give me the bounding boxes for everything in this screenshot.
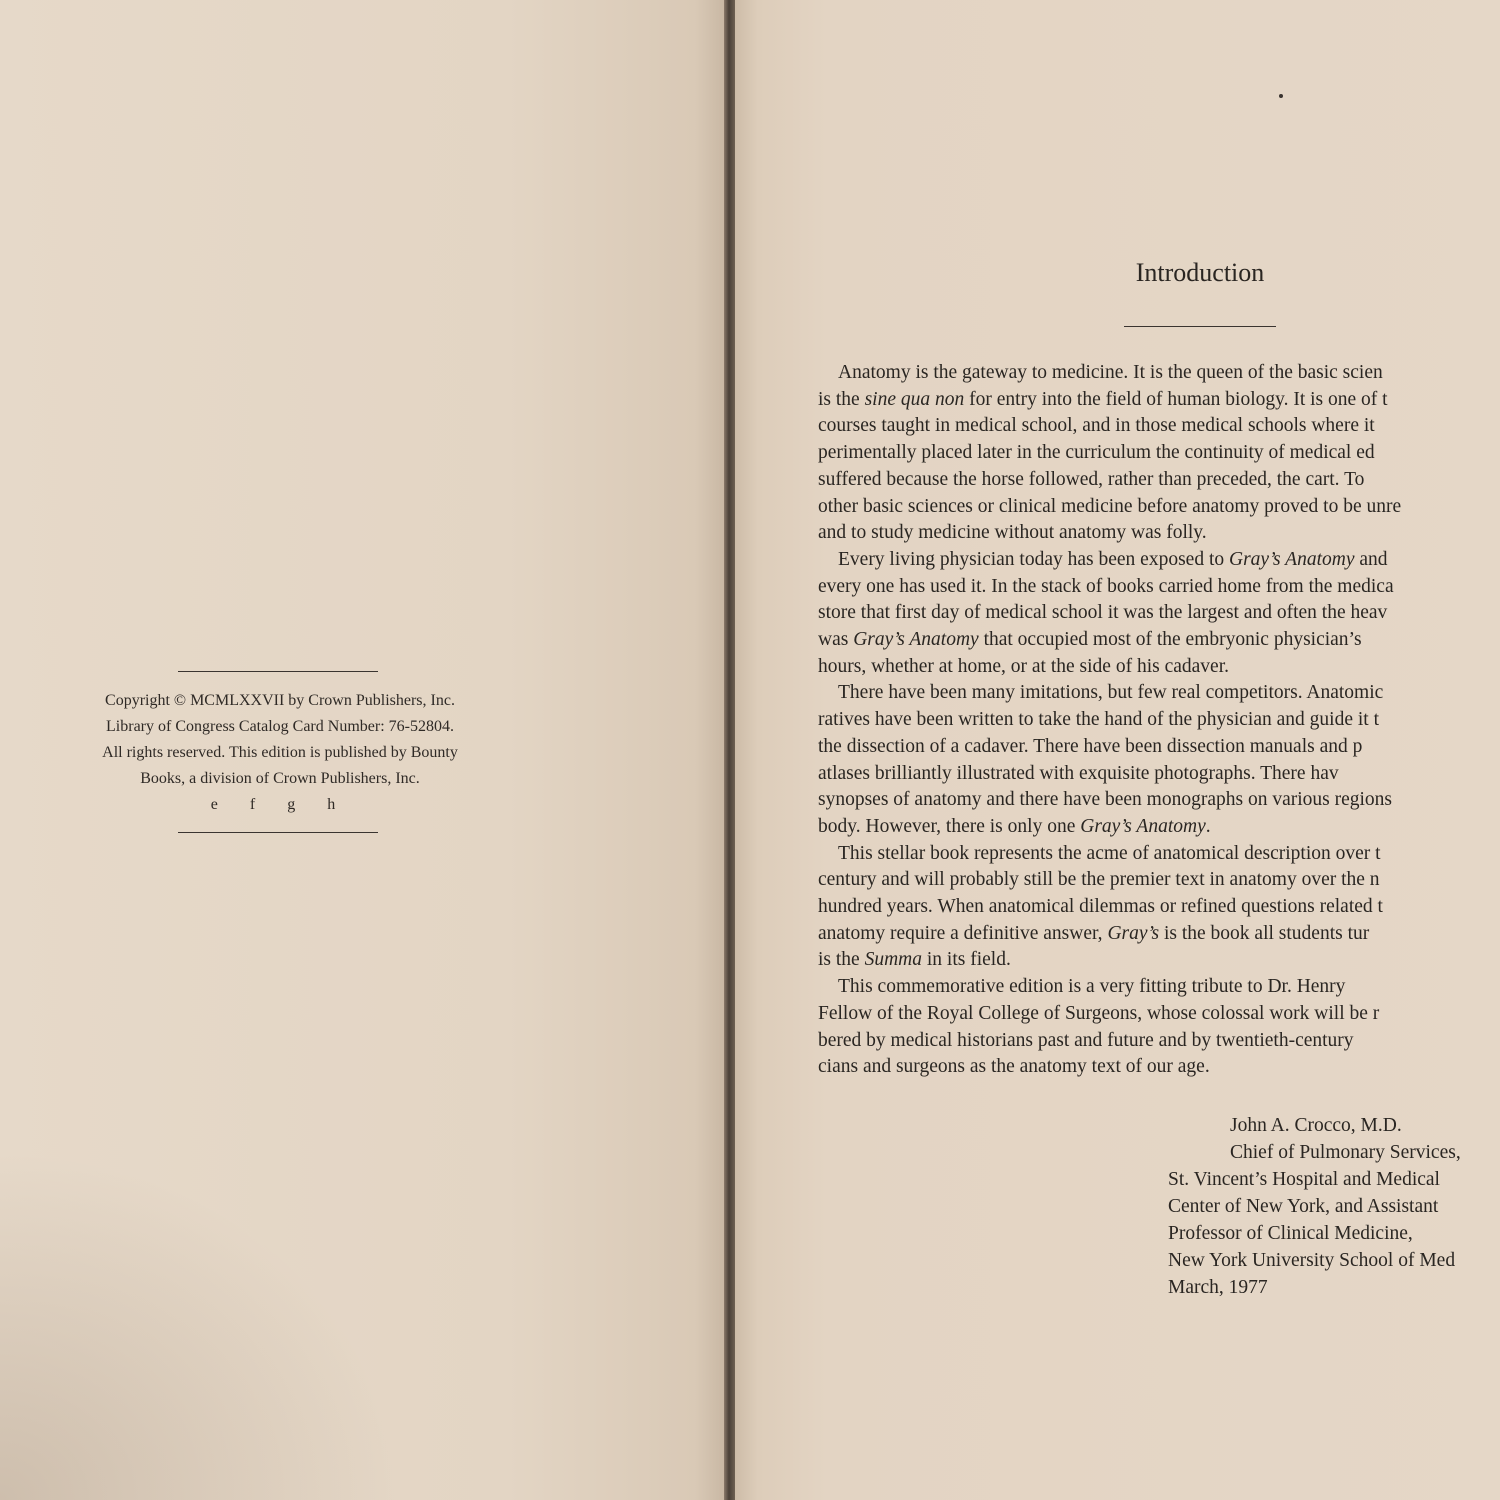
top-rule [178, 671, 378, 672]
text-line: hundred years. When anatomical dilemmas or refined questions related t [818, 896, 1383, 918]
text-line: was Gray’s Anatomy that occupied most of the embryonic physician’s [818, 629, 1362, 651]
text-line: ratives have been written to take the hand of the physician and guide it t [818, 709, 1379, 731]
text-line: bered by medical historians past and future and by twentieth-century [818, 1029, 1354, 1051]
signature-date: March, 1977 [1168, 1277, 1268, 1298]
page-title: Introduction [1135, 258, 1265, 287]
copyright-line: Copyright © MCMLXXVII by Crown Publishers, Inc. [105, 692, 455, 709]
author-name: John A. Crocco, M.D. [1230, 1115, 1402, 1136]
printing-letters: e f g h [210, 796, 350, 813]
text-line: courses taught in medical school, and in those medical schools where it [818, 415, 1375, 437]
paper-speck [1279, 94, 1283, 98]
text-line: Every living physician today has been exposed to Gray’s Anatomy and [838, 548, 1388, 570]
text-line: anatomy require a definitive answer, Gray’s is the book all students tur [818, 922, 1370, 944]
text-line: century and will probably still be the premier text in anatomy over the n [818, 869, 1380, 891]
bottom-rule [178, 832, 378, 833]
rights-line: All rights reserved. This edition is published by Bounty [102, 744, 458, 761]
text-line: perimentally placed later in the curriculum the continuity of medical ed [818, 442, 1375, 464]
text-line: is the sine qua non for entry into the field of human biology. It is one of t [818, 388, 1388, 410]
text-line: is the Summa in its field. [818, 949, 1011, 971]
text-line: This commemorative edition is a very fitting tribute to Dr. Henry [838, 976, 1346, 998]
title-rule [1124, 326, 1276, 327]
text-line: There have been many imitations, but few real competitors. Anatomic [838, 682, 1384, 704]
author-affiliation: New York University School of Med [1168, 1250, 1456, 1271]
text-line: Anatomy is the gateway to medicine. It is the queen of the basic scien [838, 362, 1383, 383]
text-line: cians and surgeons as the anatomy text of our age. [818, 1056, 1210, 1078]
text-line: every one has used it. In the stack of books carried home from the medica [818, 575, 1394, 597]
book-gutter [724, 0, 735, 1500]
left-page [0, 0, 724, 1500]
author-affiliation: Professor of Clinical Medicine, [1168, 1223, 1413, 1244]
text-line: suffered because the horse followed, rather than preceded, the cart. To [818, 468, 1365, 490]
text-line: Fellow of the Royal College of Surgeons, whose colossal work will be r [818, 1002, 1380, 1024]
text-line: atlases brilliantly illustrated with exquisite photographs. There hav [818, 762, 1339, 784]
copyright-block [40, 688, 520, 818]
text-line: body. However, there is only one Gray’s Anatomy. [818, 815, 1211, 837]
author-title: Chief of Pulmonary Services, [1230, 1142, 1461, 1163]
text-line: and to study medicine without anatomy was folly. [818, 522, 1207, 544]
author-affiliation: St. Vincent’s Hospital and Medical [1168, 1169, 1440, 1190]
text-line: store that first day of medical school it was the largest and often the heav [818, 602, 1388, 624]
introduction-body [818, 360, 1500, 1081]
text-line: the dissection of a cadaver. There have been dissection manuals and p [818, 735, 1363, 757]
text-line: other basic sciences or clinical medicine before anatomy proved to be unre [818, 495, 1402, 517]
signature-block [1168, 1112, 1500, 1301]
author-affiliation: Center of New York, and Assistant [1168, 1196, 1439, 1217]
publisher-line: Books, a division of Crown Publishers, Inc. [140, 770, 420, 787]
text-line: This stellar book represents the acme of anatomical description over t [838, 842, 1381, 864]
catalog-number-line: Library of Congress Catalog Card Number: 76-52804. [106, 718, 454, 735]
text-line: hours, whether at home, or at the side of his cadaver. [818, 655, 1229, 677]
text-line: synopses of anatomy and there have been monographs on various regions [818, 789, 1393, 811]
page-shadow [0, 1150, 400, 1500]
